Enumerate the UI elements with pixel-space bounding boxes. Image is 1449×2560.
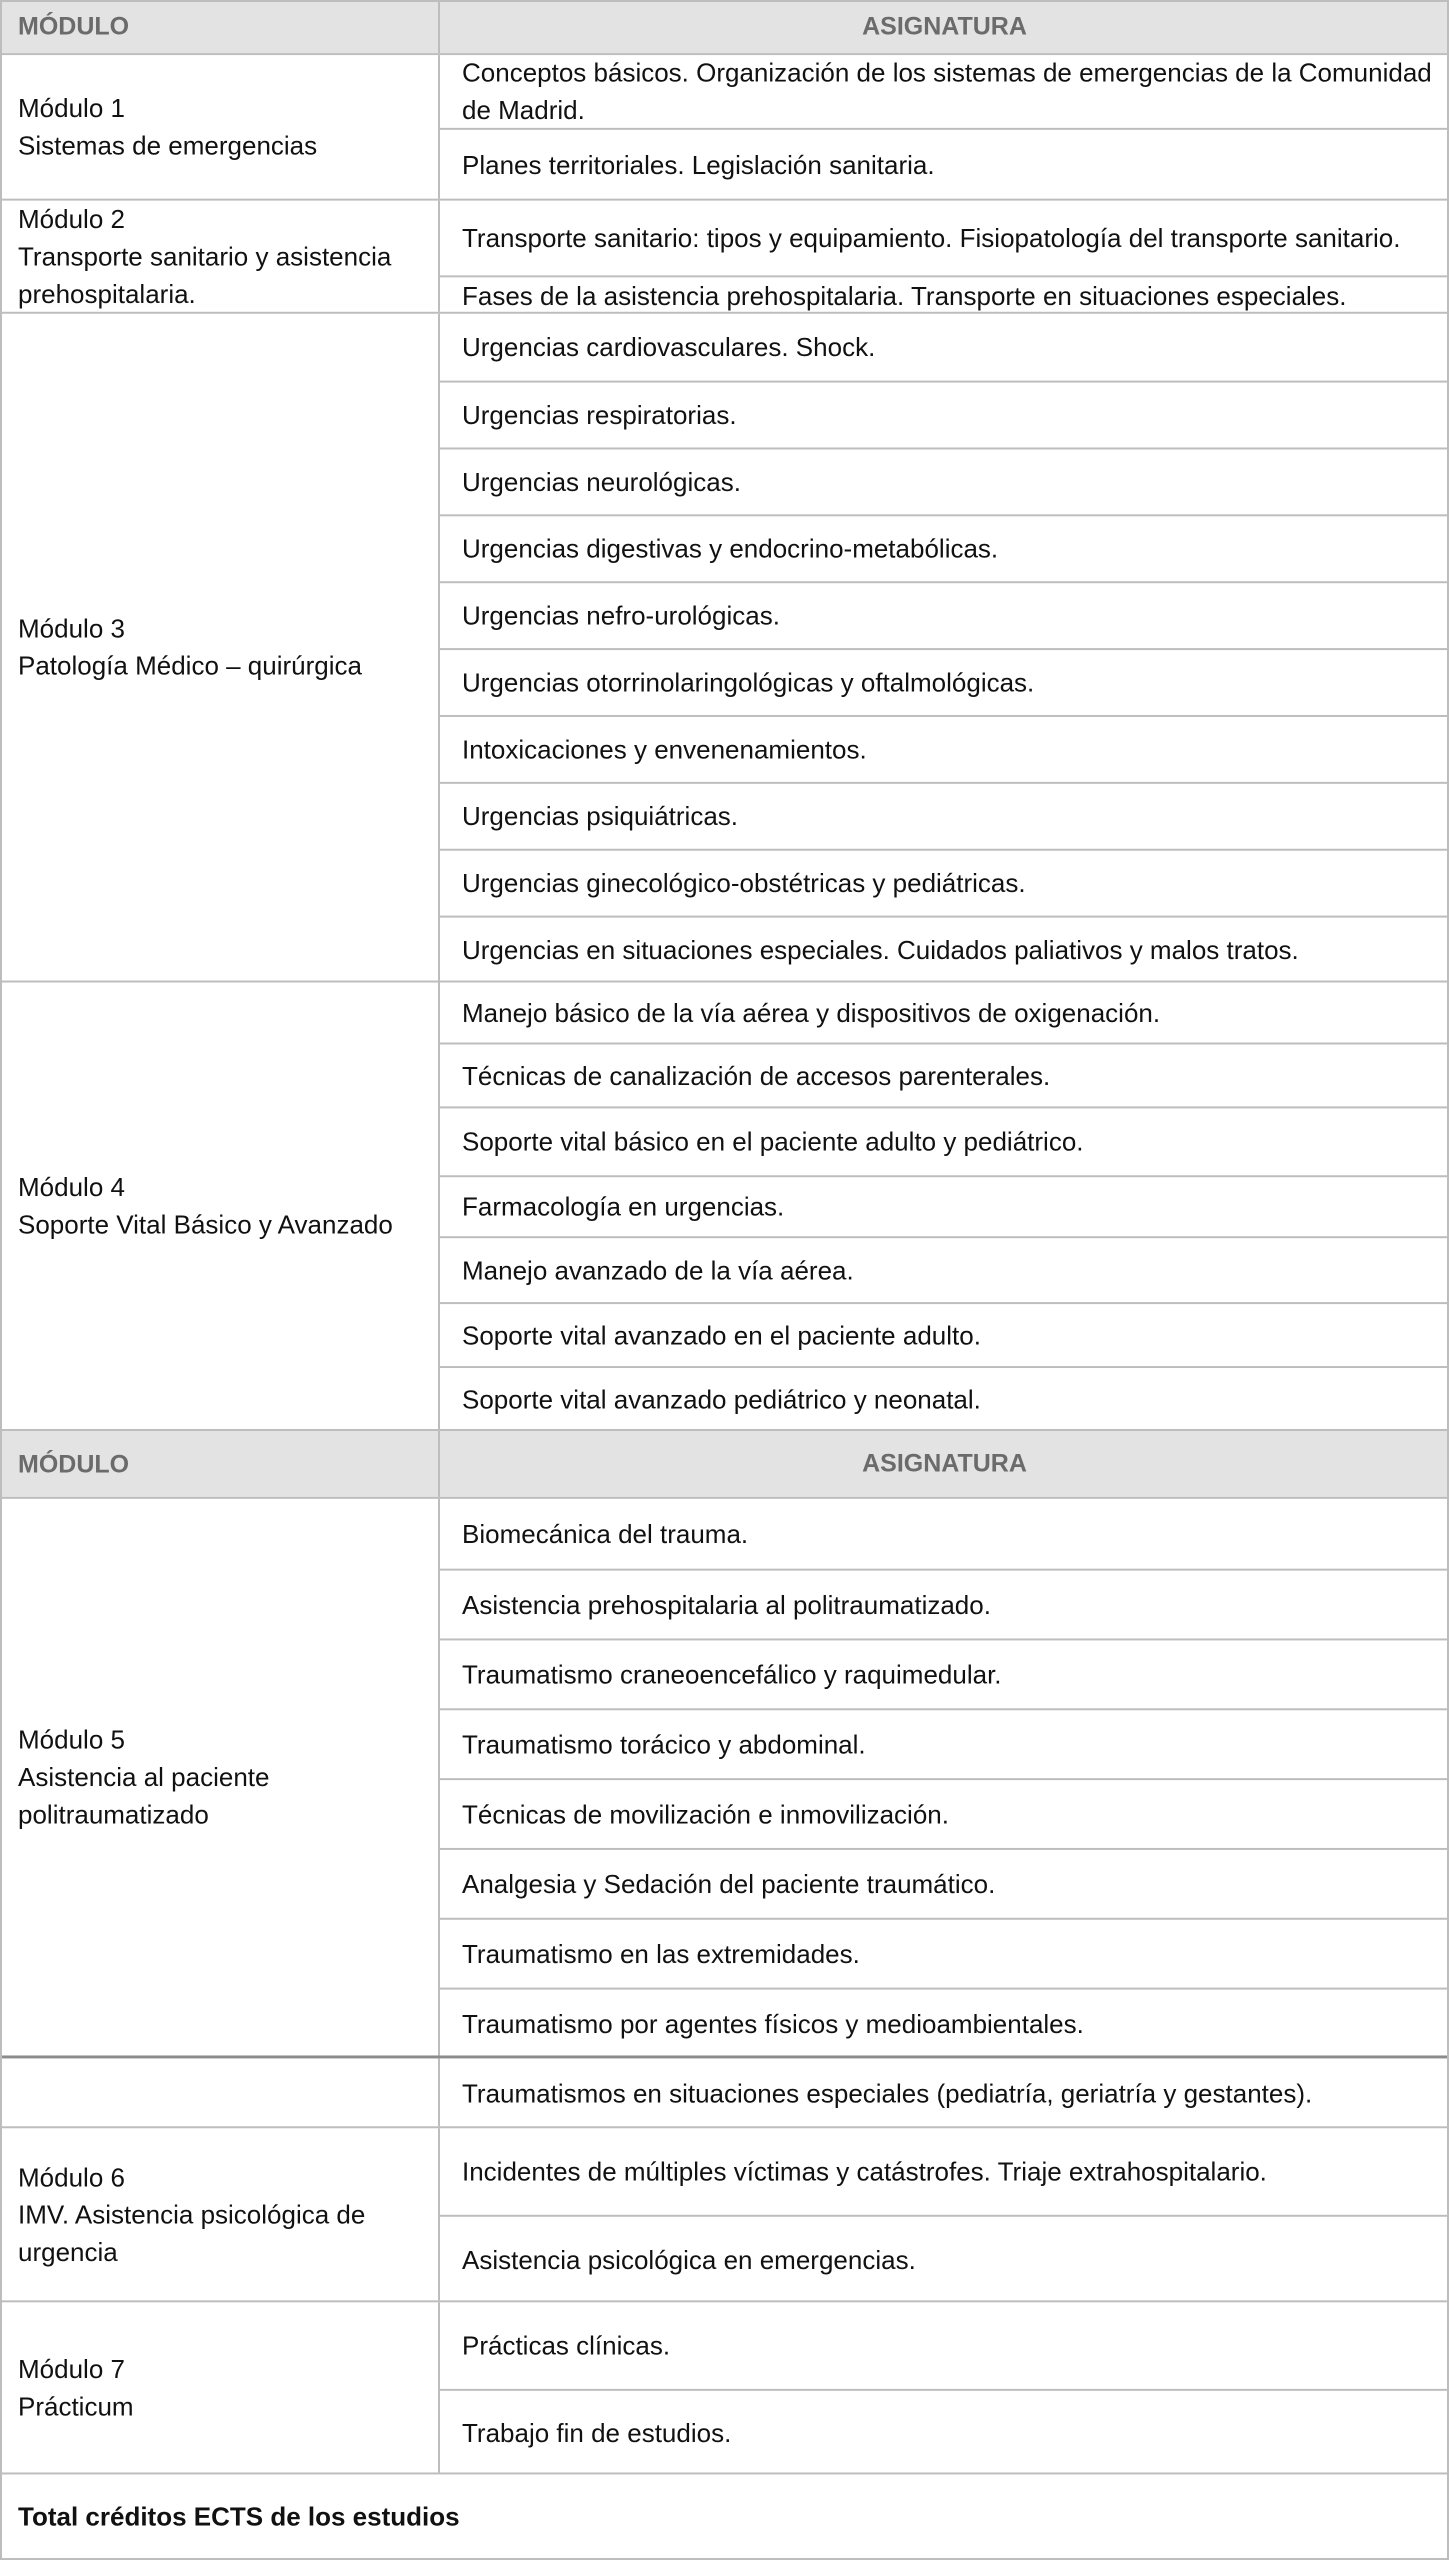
module-name: Patología Médico – quirúrgica bbox=[18, 651, 362, 681]
subject-item: Trabajo fin de estudios. bbox=[440, 2389, 1449, 2475]
subject-item: Técnicas de canalización de accesos parenterales. bbox=[440, 1042, 1449, 1106]
module-name: Transporte sanitario y asistencia prehospitalaria. bbox=[18, 241, 392, 309]
module-cell bbox=[0, 2128, 440, 2300]
subjects-cell bbox=[440, 2128, 1449, 2300]
subject-item: Soporte vital avanzado pediátrico y neonatal. bbox=[440, 1366, 1449, 1431]
total-ects-label: Total créditos ECTS de los estudios bbox=[18, 2501, 460, 2532]
subjects-cell bbox=[440, 982, 1449, 1428]
header-modulo: MÓDULO bbox=[0, 1431, 440, 1497]
subject-item: Transporte sanitario: tipos y equipamiento. Fisiopatología del transporte sanitario. bbox=[462, 223, 1401, 253]
subject-item: Manejo básico de la vía aérea y dispositivos de oxigenación. bbox=[462, 997, 1161, 1028]
subject-item: Conceptos básicos. Organización de los sistemas de emergencias de la Comunidad de Madrid. bbox=[462, 58, 1432, 125]
module-cell bbox=[0, 201, 440, 312]
module-title: Módulo 3 bbox=[18, 613, 125, 644]
module-cell bbox=[0, 55, 440, 199]
subject-item: Fases de la asistencia prehospitalaria. Transporte en situaciones especiales. bbox=[440, 275, 1449, 313]
subject-item: Urgencias otorrinolaringológicas y oftalmológicas. bbox=[440, 648, 1449, 715]
subject-item: Biomecánica del trauma. bbox=[462, 1518, 749, 1549]
module-name: Prácticum bbox=[18, 2391, 134, 2421]
module-cell bbox=[0, 314, 440, 981]
subject-item: Incidentes de múltiples víctimas y catástrofes. Triaje extrahospitalario. bbox=[462, 2156, 1267, 2187]
subject-item: Traumatismo torácico y abdominal. bbox=[440, 1708, 1449, 1778]
module-title: Módulo 1 bbox=[18, 93, 125, 123]
module-name: Sistemas de emergencias bbox=[18, 130, 318, 161]
subject-item: Traumatismos en situaciones especiales (pediatría, geriatría y gestantes). bbox=[462, 2079, 1313, 2109]
module-title: Módulo 7 bbox=[18, 2353, 125, 2384]
subjects-cell bbox=[440, 1499, 1449, 2056]
subject-item: Analgesia y Sedación del paciente traumático. bbox=[440, 1848, 1449, 1918]
table-header-row bbox=[0, 1429, 1449, 1497]
table-row-continuation bbox=[0, 2055, 1449, 2126]
subjects-cell bbox=[440, 2302, 1449, 2472]
table-row-modulo-7 bbox=[0, 2300, 1449, 2472]
module-title: Módulo 4 bbox=[18, 1172, 125, 1202]
subject-item: Urgencias digestivas y endocrino-metabólicas. bbox=[440, 514, 1449, 581]
module-name: IMV. Asistencia psicológica de urgencia bbox=[18, 2199, 366, 2267]
subject-item: Farmacología en urgencias. bbox=[440, 1175, 1449, 1236]
module-title: Módulo 5 bbox=[18, 1725, 125, 1755]
subject-item: Traumatismo por agentes físicos y medioambientales. bbox=[440, 1988, 1449, 2058]
module-title: Módulo 6 bbox=[18, 2162, 125, 2192]
module-cell bbox=[0, 1499, 440, 2056]
table-row-modulo-2 bbox=[0, 199, 1449, 312]
total-ects-row bbox=[0, 2472, 1449, 2560]
subject-item: Soporte vital avanzado en el paciente adulto. bbox=[440, 1302, 1449, 1366]
subject-item: Intoxicaciones y envenenamientos. bbox=[440, 715, 1449, 782]
table-row-modulo-1 bbox=[0, 53, 1449, 199]
subjects-cell bbox=[440, 55, 1449, 199]
subject-item: Urgencias cardiovasculares. Shock. bbox=[462, 332, 876, 362]
module-name: Asistencia al paciente politraumatizado bbox=[18, 1762, 270, 1830]
subject-item: Planes territoriales. Legislación sanitaria. bbox=[440, 128, 1449, 201]
subject-item: Urgencias ginecológico-obstétricas y pediátricas. bbox=[440, 849, 1449, 916]
table-header-row bbox=[0, 0, 1449, 53]
subject-item: Soporte vital básico en el paciente adulto y pediátrico. bbox=[440, 1106, 1449, 1175]
module-cell bbox=[0, 2302, 440, 2472]
module-name: Soporte Vital Básico y Avanzado bbox=[18, 1209, 393, 1240]
header-modulo: MÓDULO bbox=[0, 0, 440, 53]
subject-item: Urgencias nefro-urológicas. bbox=[440, 581, 1449, 648]
subject-item: Urgencias respiratorias. bbox=[440, 381, 1449, 448]
subjects-cell bbox=[440, 314, 1449, 981]
subject-item: Prácticas clínicas. bbox=[462, 2330, 671, 2361]
table-row-modulo-5 bbox=[0, 1497, 1449, 2056]
table-row-modulo-6 bbox=[0, 2126, 1449, 2300]
module-title: Módulo 2 bbox=[18, 204, 125, 234]
subject-item: Traumatismo en las extremidades. bbox=[440, 1918, 1449, 1988]
subjects-cell bbox=[440, 2058, 1449, 2126]
subject-item: Urgencias psiquiátricas. bbox=[440, 782, 1449, 849]
subjects-cell bbox=[440, 201, 1449, 312]
subject-item: Técnicas de movilización e inmovilización. bbox=[440, 1778, 1449, 1848]
subject-item: Urgencias neurológicas. bbox=[440, 447, 1449, 514]
subject-item: Asistencia psicológica en emergencias. bbox=[440, 2215, 1449, 2303]
module-cell bbox=[0, 2058, 440, 2126]
subject-item: Traumatismo craneoencefálico y raquimedular. bbox=[440, 1638, 1449, 1708]
subject-item: Asistencia prehospitalaria al politraumatizado. bbox=[440, 1569, 1449, 1639]
subject-item: Manejo avanzado de la vía aérea. bbox=[440, 1236, 1449, 1302]
subject-item: Urgencias en situaciones especiales. Cuidados paliativos y malos tratos. bbox=[440, 916, 1449, 983]
table-row-modulo-4 bbox=[0, 981, 1449, 1429]
table-row-modulo-3 bbox=[0, 312, 1449, 981]
module-cell bbox=[0, 982, 440, 1428]
header-asignatura: ASIGNATURA bbox=[862, 12, 1027, 40]
header-asignatura: ASIGNATURA bbox=[862, 1449, 1027, 1478]
